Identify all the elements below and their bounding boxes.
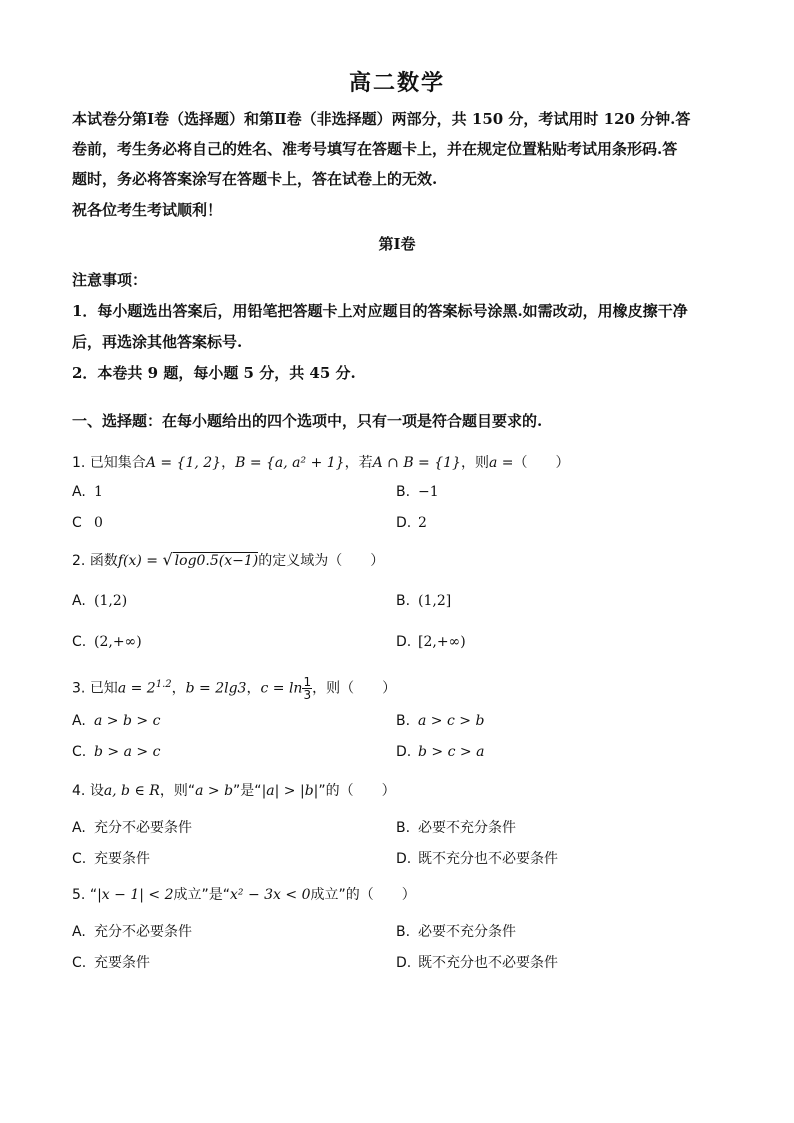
option-d[interactable] (396, 848, 558, 868)
stem-text: 已知集合 (89, 455, 146, 471)
math-expression: A ∩ B = {1} (372, 455, 461, 471)
option-b[interactable] (396, 921, 516, 941)
math-expression: |a| > |b| (261, 783, 319, 799)
option-label: B. (396, 924, 411, 940)
math-expression: c = ln (260, 680, 303, 697)
option-c[interactable] (72, 634, 142, 650)
stem-text: “ (89, 887, 98, 903)
stem-text: ， (221, 455, 236, 471)
option-text: (2,+∞) (94, 634, 142, 650)
option-text: 0 (94, 515, 103, 531)
option-text: 充要条件 (94, 851, 150, 867)
option-label: B. (396, 820, 411, 836)
option-label: D. (396, 744, 412, 760)
option-d[interactable] (396, 952, 558, 972)
option-text: 2 (418, 515, 427, 531)
math-expression: a > b (195, 783, 234, 799)
radicand: log0.5(x−1) (174, 553, 259, 569)
option-label: B. (396, 484, 411, 500)
notes-heading: 注意事项： (72, 271, 148, 289)
option-text: 充分不必要条件 (94, 820, 192, 836)
option-b[interactable] (396, 817, 516, 837)
option-d[interactable] (396, 515, 427, 531)
question-5-stem (72, 884, 416, 904)
option-b[interactable] (396, 484, 439, 500)
option-label: C. (72, 851, 87, 867)
stem-text: （ ） (513, 455, 570, 471)
question-3-stem: 3. 已知$a = 2^{1.2}$，b = 2lg3，c = ln $\frac{1}{3}$ ，则（ ） (72, 675, 397, 702)
fraction (302, 676, 312, 701)
option-text: (1,2) (94, 593, 128, 609)
option-text: [2,+∞) (418, 634, 466, 650)
option-label: A. (72, 713, 86, 729)
math-expression: A = {1, 2} (145, 455, 222, 471)
intro-line-4: 祝各位考生考试顺利！ (72, 201, 223, 219)
option-text: b > c > a (418, 744, 485, 760)
option-text: a > c > b (418, 713, 485, 729)
question-number: 3. (72, 680, 86, 697)
math-expression: f(x) = (117, 553, 163, 569)
stem-text: 的定义域为（ ） (258, 553, 385, 569)
option-label: C (72, 515, 82, 531)
option-text: 既不充分也不必要条件 (418, 851, 558, 867)
option-label: A. (72, 484, 86, 500)
option-c[interactable] (72, 848, 150, 868)
stem-text: ，若 (344, 455, 373, 471)
option-c[interactable] (72, 744, 160, 760)
option-text: (1,2] (418, 593, 452, 609)
question-number: 5. (72, 887, 86, 903)
option-label: A. (72, 924, 86, 940)
math-expression: |x − 1| < 2 (97, 887, 174, 903)
option-text: b > a > c (94, 744, 161, 760)
option-b[interactable] (396, 713, 484, 729)
exponent: 1.2 (155, 678, 172, 690)
option-c[interactable] (72, 952, 150, 972)
math-expression: B = {a, a² + 1} (235, 455, 345, 471)
question-number: 2. (72, 553, 86, 569)
intro-line-3: 题时，务必将答案涂写在答题卡上，答在试卷上的无效. (72, 170, 438, 188)
math-expression: a = (488, 455, 514, 471)
intro-line-1: 本试卷分第Ⅰ卷（选择题）和第Ⅱ卷（非选择题）两部分，共 150 分，考试用时 120 分钟.答 (72, 110, 691, 128)
math-expression: a, b ∈ R (103, 783, 160, 799)
option-label: D. (396, 515, 412, 531)
notes-item-1: 1．每小题选出答案后，用铅笔把答题卡上对应题目的答案标号涂黑.如需改动，用橡皮擦干净 (72, 302, 688, 320)
stem-text: 已知 (89, 680, 118, 697)
stem-text: 成立”是“ (173, 887, 230, 903)
option-a[interactable] (72, 817, 192, 837)
stem-text: ”是“ (233, 783, 262, 799)
stem-text: 设 (89, 783, 104, 799)
option-label: C. (72, 955, 87, 971)
option-text: 1 (94, 484, 103, 500)
option-text: 充要条件 (94, 955, 150, 971)
question-1-stem (72, 452, 570, 472)
option-label: D. (396, 851, 412, 867)
option-text: 必要不充分条件 (418, 924, 516, 940)
option-text: 充分不必要条件 (94, 924, 192, 940)
option-label: A. (72, 593, 86, 609)
option-label: B. (396, 713, 411, 729)
math-expression: a = 2 (117, 680, 156, 697)
option-text: 既不充分也不必要条件 (418, 955, 558, 971)
radical-sign: √ (162, 550, 173, 569)
option-label: B. (396, 593, 411, 609)
question-4-stem (72, 780, 396, 800)
option-label: D. (396, 634, 412, 650)
option-b[interactable] (396, 593, 451, 609)
notes-item-1-cont: 后，再选涂其他答案标号. (72, 333, 243, 351)
question-number: 4. (72, 783, 86, 799)
option-c[interactable] (72, 515, 103, 531)
option-label: C. (72, 634, 87, 650)
option-d[interactable] (396, 634, 466, 650)
stem-text: ，则 (460, 455, 489, 471)
option-a[interactable] (72, 713, 160, 729)
option-label: A. (72, 820, 86, 836)
stem-text: ”的（ ） (318, 783, 396, 799)
stem-text: ，则（ ） (312, 680, 397, 697)
option-label: D. (396, 955, 412, 971)
option-a[interactable] (72, 593, 127, 609)
option-a[interactable] (72, 921, 192, 941)
fraction-denominator: 3 (303, 688, 312, 702)
option-a[interactable] (72, 484, 103, 500)
question-2-stem (72, 550, 384, 570)
stem-text: ，则“ (159, 783, 196, 799)
section-heading: 第Ⅰ卷 (378, 235, 416, 253)
option-text: a > b > c (94, 713, 161, 729)
stem-text: 成立”的（ ） (310, 887, 416, 903)
math-expression: b = 2lg3 (185, 680, 247, 697)
fraction-numerator: 1 (303, 675, 312, 689)
question-number: 1. (72, 455, 86, 471)
stem-text: 函数 (89, 553, 118, 569)
option-d[interactable] (396, 744, 484, 760)
option-label: C. (72, 744, 87, 760)
intro-line-2: 卷前，考生务必将自己的姓名、准考号填写在答题卡上，并在规定位置粘贴考试用条形码.答 (72, 140, 678, 158)
notes-item-2: 2．本卷共 9 题，每小题 5 分，共 45 分. (72, 364, 356, 382)
option-text: −1 (418, 484, 439, 500)
part-heading: 一、选择题：在每小题给出的四个选项中，只有一项是符合题目要求的. (72, 412, 543, 430)
option-text: 必要不充分条件 (418, 820, 516, 836)
page-title: 高二数学 (348, 70, 445, 96)
math-expression: x² − 3x < 0 (230, 887, 311, 903)
